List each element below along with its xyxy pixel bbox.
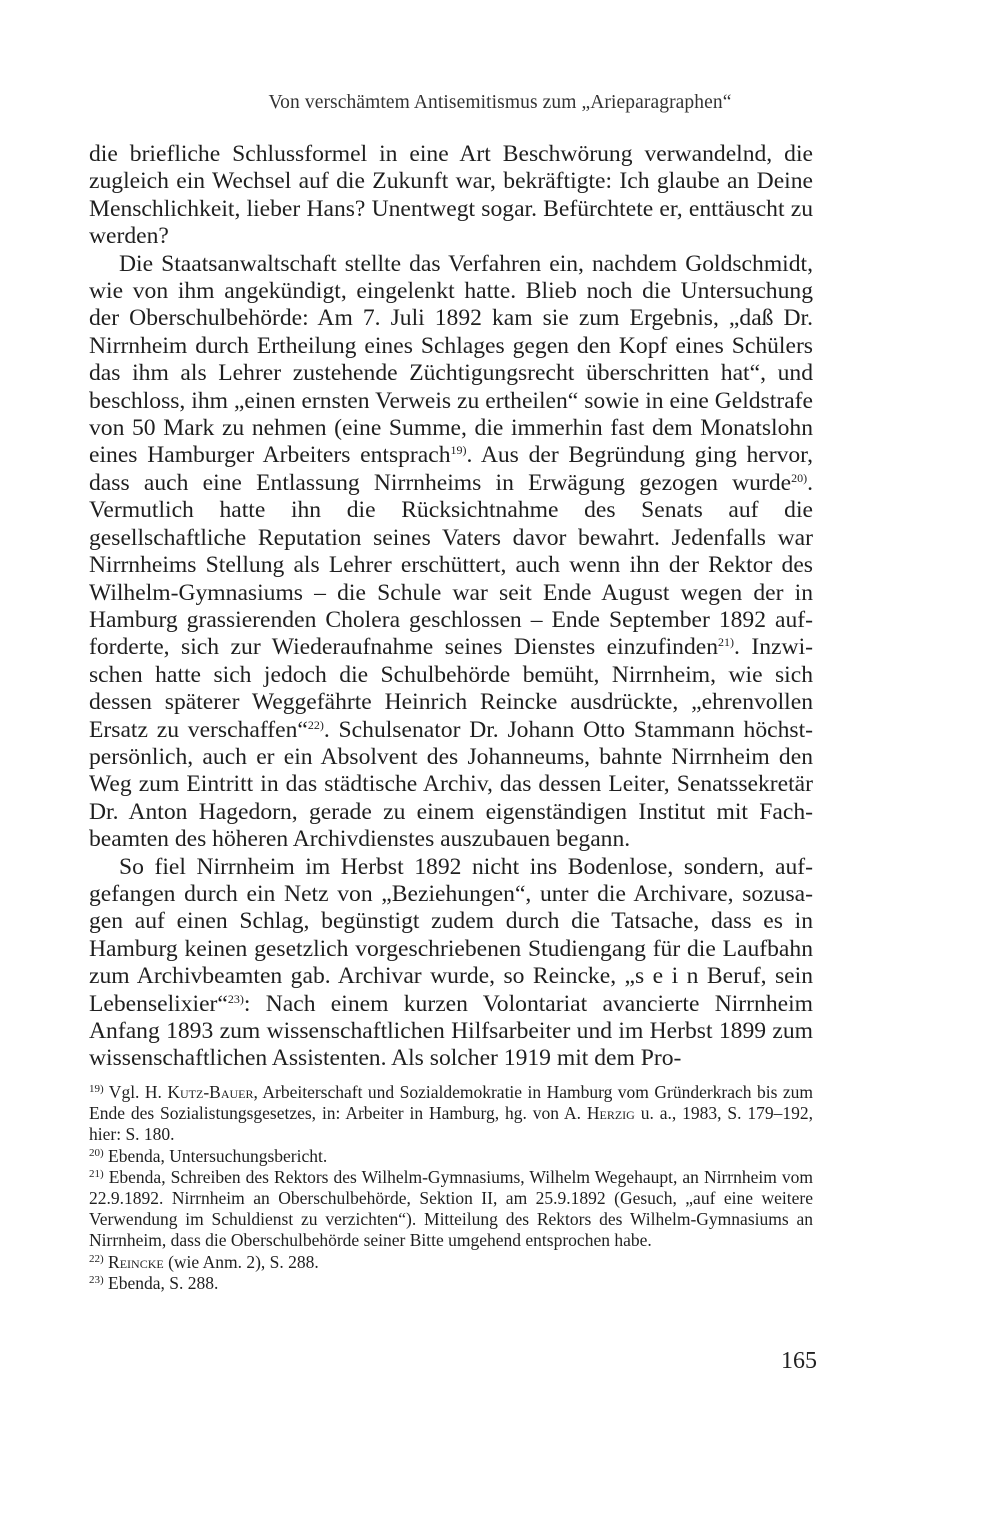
footnote-text: Ebenda, Untersuchungsbericht. xyxy=(103,1145,328,1166)
footnote-text: Ebenda, Schreiben des Rektors des Wilhelm-Gymnasiums, Wilhelm Wegehaupt, an Nirrnheim vom 22.9.1892. Nirrnheim an Oberschulbehörde, Sektion II, am 25.9.1892 (Gesuch, „auf eine weitere Verwendung im Schuldienst zu verzichten“). Mitteilung des Rektors des Wilhelm-Gymnasiums an Nirrnheim, dass die Oberschulbehörde seiner Bitte umgehend entsprochen habe. xyxy=(89,1166,813,1251)
footnotes xyxy=(89,1082,813,1294)
footnote-reference[interactable]: 20) xyxy=(791,470,808,485)
page-number: 165 xyxy=(781,1348,817,1374)
footnote-reference[interactable]: 21) xyxy=(718,635,735,650)
footnote-number: 20) xyxy=(89,1146,104,1159)
footnote-reference[interactable]: 19) xyxy=(450,443,467,458)
footnote-number: 19) xyxy=(89,1083,104,1095)
author-name: Reincke xyxy=(108,1251,164,1272)
paragraph-text: . Vermutlich hatte ihn die Rücksichtnahme des Senats auf die gesellschaftliche Reputation seines Vaters davor bewahrt. Jedenfalls war Nirrnheims Stellung als Lehrer erschüttert, auch wenn ihn der Rektor des Wilhelm-Gymnasiums – die Schule war seit Ende August wegen der in Hamburg grassierenden Cholera geschlossen – Ende September 1892 aufforderte, sich zur Wiederaufnahme seines Dienstes einzufinden xyxy=(89,469,813,661)
footnote-text: , Arbeiterschaft und Sozialdemokratie in Hamburg vom Gründerkrach bis zum Ende des Sozialistungsgesetzes, in: Arbeiter in Hamburg, hg. von A. xyxy=(89,1082,813,1124)
footnote-number: 23) xyxy=(89,1273,104,1286)
footnote xyxy=(89,1146,813,1167)
body-paragraph xyxy=(89,251,813,854)
paragraph-text: die briefliche Schlussformel in eine Art Beschwörung verwandelnd, die zugleich ein Wechsel auf die Zukunft war, bekräftigte: Ich glaube an Deine Menschlichkeit, lieber Hans? Unentwegt sogar. Befürchtete er, enttäuscht zu werden? xyxy=(89,141,813,250)
paragraph-text: . Schulsenator Dr. Johann Otto Stammann höchstpersönlich, auch er ein Absolvent des Johanneums, bahnte Nirrnheim den Weg zum Eintritt in das städtische Archiv, das dessen Leiter, Senatssekretär Dr. Anton Hagedorn, gerade zu einem eigenständigen Institut mit Fachbeamten des höheren Archivdienstes auszubauen begann. xyxy=(89,716,814,853)
footnote-text: Ebenda, S. 288. xyxy=(103,1272,219,1293)
footnote xyxy=(89,1082,813,1146)
footnote-text: (wie Anm. 2), S. 288. xyxy=(163,1251,319,1272)
author-name: Kutz-Bauer xyxy=(167,1082,254,1102)
footnote-text: Vgl. H. xyxy=(103,1082,168,1102)
footnote-number: 22) xyxy=(89,1252,104,1265)
footnote xyxy=(89,1167,813,1252)
paragraph-text: : Nach einem kurzen Volontariat avancierte Nirrnheim Anfang 1893 zum wissenschaftlichen Hilfsarbeiter und im Herbst 1899 zum wissenschaftlichen Assistenten. Als solcher 1919 mit dem Pro- xyxy=(89,990,813,1072)
footnote-reference[interactable]: 23) xyxy=(227,991,244,1006)
footnote xyxy=(89,1252,813,1273)
body-paragraph xyxy=(89,854,813,1073)
paragraph-text: Die Staatsanwaltschaft stellte das Verfahren ein, nachdem Goldschmidt, wie von ihm angekündigt, eingelenkt hatte. Blieb noch die Untersuchung der Oberschulbehörde: Am 7. Juli 1892 kam sie zum Ergebnis, „daß Dr. Nirrnheim durch Ertheilung eines Schlages gegen den Kopf eines Schülers das ihm als Lehrer zustehende Züchtigungsrecht überschritten hat“, und beschloss, ihm „einen ernsten Verweis zu ertheilen“ sowie in eine Geldstrafe von 50 Mark zu nehmen (eine Summe, die immerhin fast dem Monatslohn eines Hamburger Arbeiters entsprach xyxy=(89,250,813,469)
body-paragraph xyxy=(89,141,813,251)
body-text xyxy=(89,141,813,1073)
paragraph-text: . Inzwischen hatte sich jedoch die Schulbehörde bemüht, Nirrnheim, wie sich dessen späterer Weggefährte Heinrich Reincke ausdrückte, „ehrenvollen Ersatz zu verschaffen“ xyxy=(89,634,813,743)
footnote-reference[interactable]: 22) xyxy=(307,717,324,732)
footnote-text: u. a., 1983, S. 179–192, hier: S. 180. xyxy=(89,1103,814,1145)
footnote-number: 21) xyxy=(89,1167,104,1180)
paragraph-text: So fiel Nirrnheim im Herbst 1892 nicht ins Bodenlose, sondern, aufgefangen durch ein Netz von „Beziehungen“, unter die Archivare, sozusagen auf einen Schlag, begünstigt zudem durch die Tatsache, dass es in Hamburg keinen gesetzlich vorgeschriebenen Studiengang für die Laufbahn zum Archivbeamten gab. Archivar wurde, so Reincke, „s e i n Beruf, sein Lebenselixier“ xyxy=(89,853,813,1017)
paragraph-text: . Aus der Begründung ging hervor, dass auch eine Entlassung Nirrnheims in Erwägung gezogen wurde xyxy=(89,442,813,496)
author-name: Herzig xyxy=(586,1103,635,1124)
footnote xyxy=(89,1273,813,1294)
running-head: Von verschämtem Antisemitismus zum „Arieparagraphen“ xyxy=(268,92,732,113)
